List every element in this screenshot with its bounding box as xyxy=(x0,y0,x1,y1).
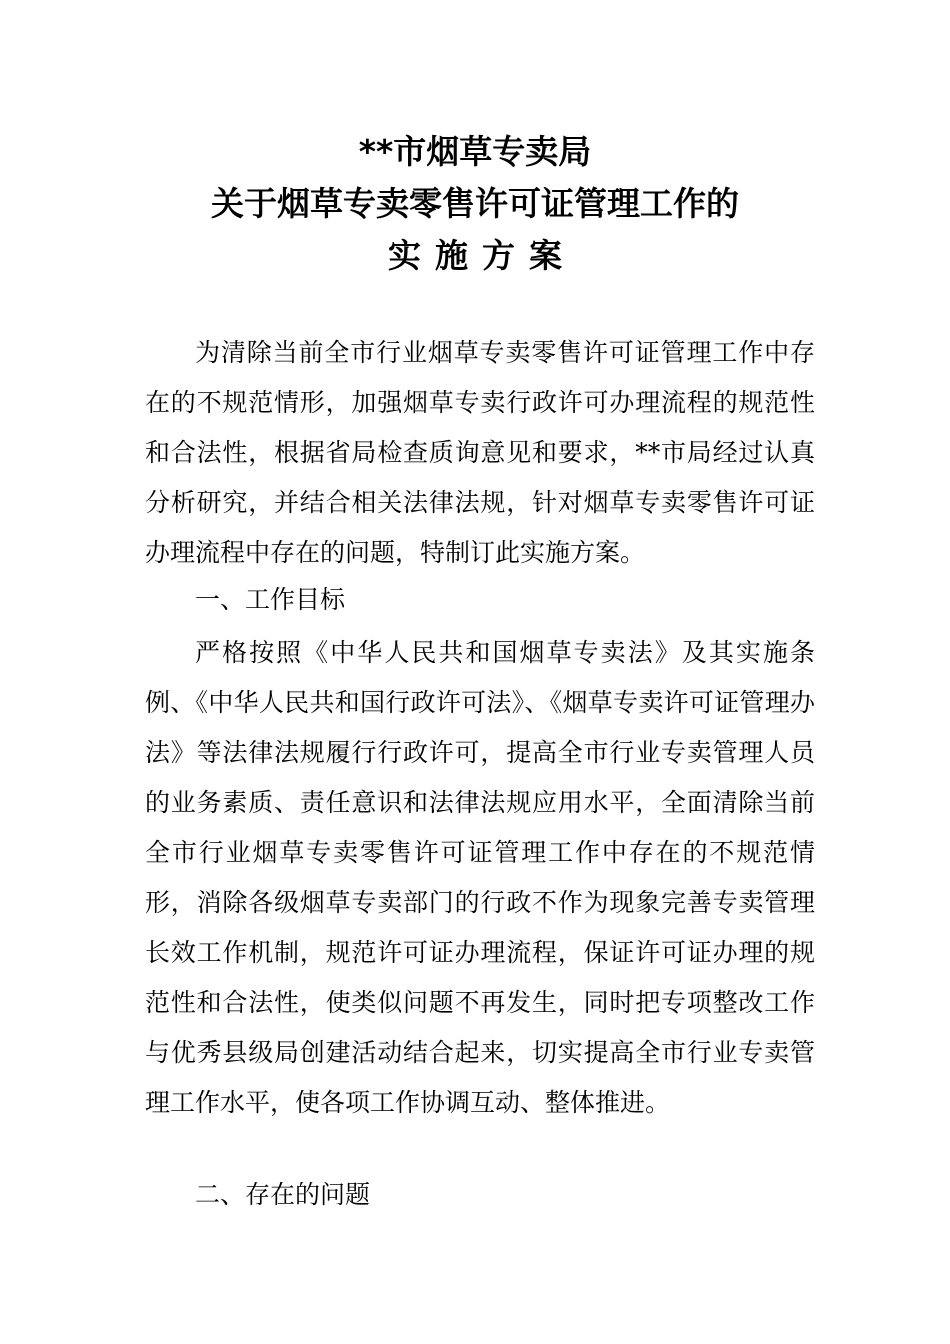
document-title-issuer: **市烟草专卖局 xyxy=(358,132,592,171)
goals-paragraph: 严格按照《中华人民共和国烟草专卖法》及其实施条例、《中华人民共和国行政许可法》、《烟草专卖许可证管理办法》等法律法规履行行政许可，提高全市行业专卖管理人员的业务素质、责任意识和法律法规应用水平，全面清除当前全市行业烟草专卖零售许可证管理工作中存在的不规范情形，消除各级烟草专卖部门的行政不作为现象完善专卖管理长效工作机制，规范许可证办理流程，保证许可证办理的规范性和合法性，使类似问题不再发生，同时把专项整改工作与优秀县级局创建活动结合起来，切实提高全市行业专卖管理工作水平，使各项工作协调互动、整体推进。 xyxy=(145,638,815,1117)
section-heading-goals: 一、工作目标 xyxy=(195,585,346,614)
intro-paragraph: 为清除当前全市行业烟草专卖零售许可证管理工作中存在的不规范情形，加强烟草专卖行政许可办理流程的规范性和合法性，根据省局检查质询意见和要求，**市局经过认真分析研究，并结合相关法律法规，针对烟草专卖零售许可证办理流程中存在的问题，特制订此实施方案。 xyxy=(145,338,815,567)
section-heading-problems: 二、存在的问题 xyxy=(195,1180,371,1209)
document-title-type: 实施方案 xyxy=(388,236,576,275)
document-title-subject: 关于烟草专卖零售许可证管理工作的 xyxy=(211,184,739,223)
